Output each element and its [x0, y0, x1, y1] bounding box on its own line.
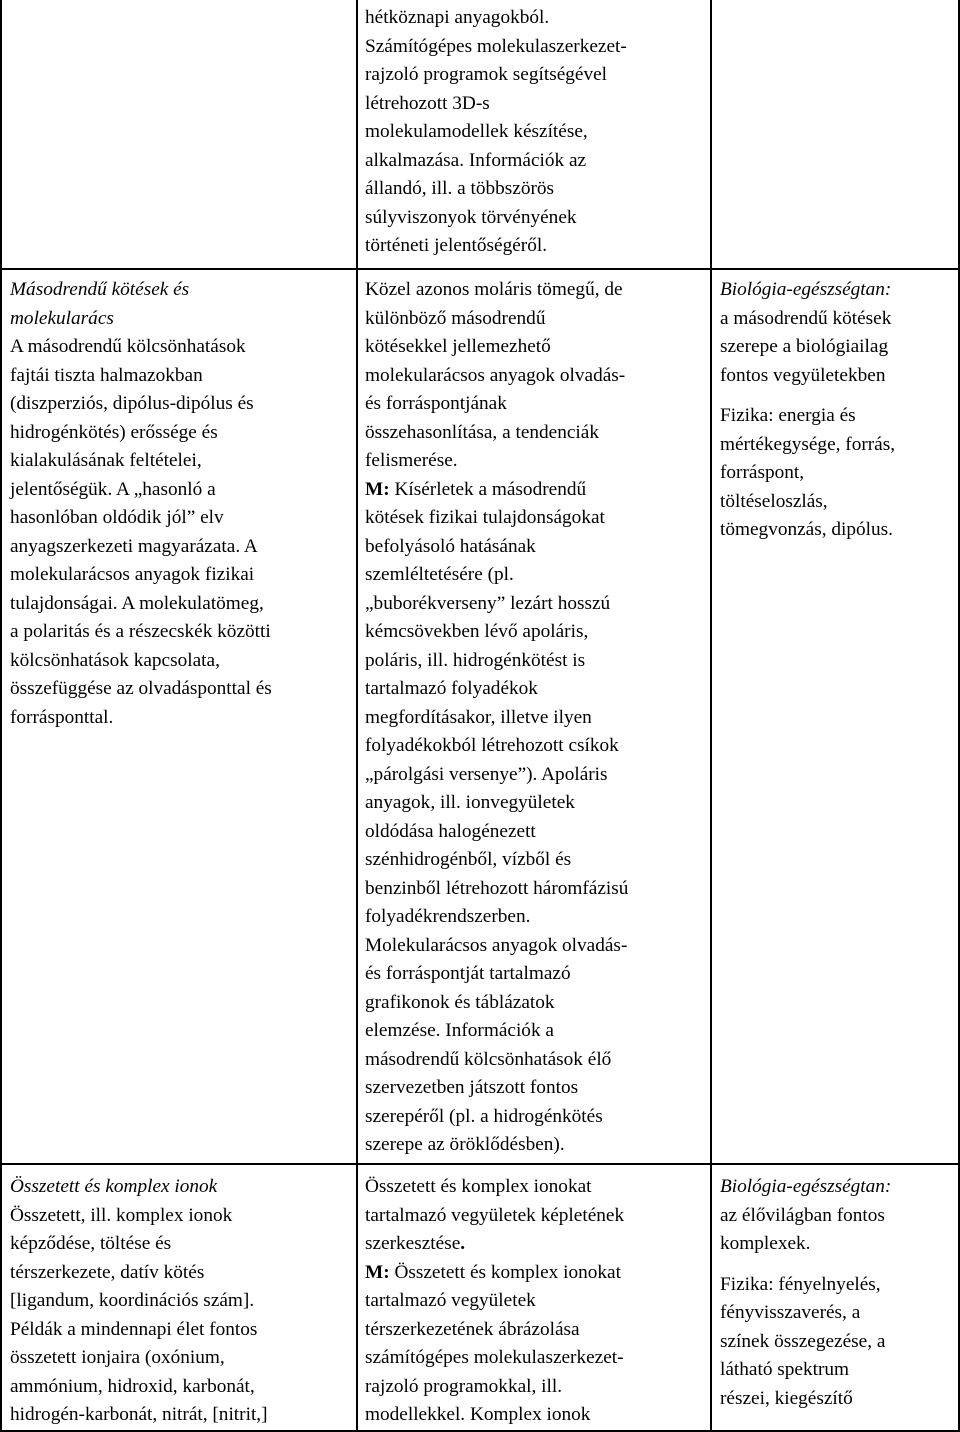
text-line: [ligandum, koordinációs szám]. [10, 1290, 255, 1311]
table-border-bottom [0, 1430, 960, 1432]
text-line: színek összegezése, a [720, 1330, 886, 1352]
text-line: forrásponttal. [10, 706, 114, 728]
text-line: Fizika: fényelnyelés, [720, 1273, 881, 1295]
text-line: kialakulásának feltételei, [10, 450, 202, 471]
text-line: Összetett és komplex ionokat [365, 1176, 592, 1197]
row-divider-1 [0, 268, 960, 270]
text-line: kötések fizikai tulajdonságokat [365, 507, 605, 528]
text-line: elemzése. Információk a [365, 1020, 554, 1041]
text-line: szerepe az öröklődésben). [365, 1134, 565, 1155]
text-line: Közel azonos moláris tömegű, de [365, 279, 623, 300]
row-divider-2 [0, 1163, 960, 1165]
text-line: tömegvonzás, dipólus. [720, 519, 893, 540]
text-line: poláris, ill. hidrogénkötést is [365, 649, 586, 671]
text-line: térszerkezetének ábrázolása [365, 1318, 580, 1340]
text-line: látható spektrum [720, 1359, 850, 1380]
text-line: Fizika: energia és [720, 405, 856, 426]
row2-col3-cell [720, 276, 956, 545]
text-line: benzinből létrehozott háromfázisú [365, 877, 629, 899]
text-line: alkalmazása. Információk az [365, 149, 587, 171]
text-line: és forráspontját tartalmazó [365, 963, 571, 984]
text-line: kötésekkel jellemezhető [365, 336, 551, 357]
text-line: a polaritás és a részecskék közötti [10, 621, 271, 642]
text-line: szerepéről (pl. a hidrogénkötés [365, 1105, 603, 1127]
text-line: kémcsövekben lévő apoláris, [365, 621, 589, 642]
text-line: hidrogén-karbonát, nitrát, [nitrit,] [10, 1404, 268, 1425]
topic-title: Összetett és komplex ionok [10, 1176, 218, 1197]
text-line: hidrogénkötés) erőssége és [10, 421, 218, 443]
text-line: fényvisszaverés, a [720, 1302, 861, 1323]
text-line: térszerkezete, datív kötés [10, 1261, 205, 1283]
table-border-right [958, 0, 960, 1432]
text-fragment: szerkesztése [365, 1233, 461, 1254]
experiment-label: M: [365, 1261, 390, 1283]
table-border-left [0, 0, 2, 1432]
experiment-text: Kísérletek a másodrendű [389, 478, 587, 500]
text-line: rajzoló programokkal, ill. [365, 1375, 563, 1397]
text-line: állandó, ill. a többszörös [365, 178, 555, 199]
text-line: modellekkel. Komplex ionok [365, 1404, 591, 1425]
text-line [365, 1230, 705, 1259]
row3-col2-cell [365, 1173, 705, 1430]
text-line: létrehozott 3D-s [365, 92, 490, 114]
biology-label: Biológia-egészségtan: [720, 279, 892, 300]
experiment-line [365, 1259, 705, 1288]
text-line: és forráspontjának [365, 393, 507, 414]
text-line: másodrendű kölcsönhatások élő [365, 1048, 612, 1070]
text-line: Számítógépes molekulaszerkezet- [365, 35, 627, 57]
text-line: hétköznapi anyagokból. [365, 7, 550, 28]
text-line: tartalmazó vegyületek képletének [365, 1204, 625, 1226]
text-line: anyagok, ill. ionvegyületek [365, 792, 575, 813]
text-line: az élővilágban fontos [720, 1204, 885, 1226]
text-line: molekularácsos anyagok fizikai [10, 564, 255, 585]
text-fragment: . [460, 1233, 466, 1254]
topic-title: molekularács [10, 307, 114, 329]
text-line: hasonlóban oldódik jól” elv [10, 507, 224, 528]
text-line: összehasonlítása, a tendenciák [365, 421, 599, 443]
row3-col1-cell [10, 1173, 352, 1430]
row3-col3-cell [720, 1173, 956, 1413]
text-line: Példák a mindennapi élet fontos [10, 1318, 258, 1340]
text-line: (diszperziós, dipólus-dipólus és [10, 393, 254, 414]
text-line: képződése, töltése és [10, 1233, 172, 1254]
text-line: különböző másodrendű [365, 307, 546, 329]
text-line: tartalmazó vegyületek [365, 1290, 536, 1311]
text-line: számítógépes molekulaszerkezet- [365, 1347, 624, 1368]
topic-title: Másodrendű kötések és [10, 279, 190, 300]
text-line: szemléltetésére (pl. [365, 564, 514, 585]
spacer [720, 1259, 956, 1271]
column-divider-2 [710, 0, 712, 1432]
text-line: molekulamodellek készítése, [365, 121, 588, 142]
text-line: molekularácsos anyagok olvadás- [365, 364, 626, 386]
text-line: fontos vegyületekben [720, 364, 886, 386]
text-line: kölcsönhatások kapcsolata, [10, 649, 220, 671]
spacer [720, 390, 956, 402]
text-line: „buborékverseny” lezárt hosszú [365, 592, 611, 614]
experiment-text: Összetett és komplex ionokat [389, 1261, 621, 1283]
text-line: összetett ionjaira (oxónium, [10, 1347, 225, 1368]
text-line: történeti jelentőségéről. [365, 235, 548, 256]
text-line: grafikonok és táblázatok [365, 991, 555, 1013]
text-line: folyadékokból létrehozott csíkok [365, 735, 619, 756]
text-line: ammónium, hidroxid, karbonát, [10, 1375, 255, 1397]
text-line: szénhidrogénből, vízből és [365, 849, 572, 870]
text-line: szervezetben játszott fontos [365, 1077, 579, 1098]
text-line: anyagszerkezeti magyarázata. A [10, 535, 258, 557]
text-line: súlyviszonyok törvényének [365, 206, 577, 228]
text-line: komplexek. [720, 1233, 811, 1254]
text-line: mértékegysége, forrás, [720, 433, 896, 455]
text-line: tartalmazó folyadékok [365, 678, 538, 699]
row2-col2-cell [365, 276, 705, 1160]
text-line: megfordításakor, illetve ilyen [365, 706, 592, 728]
row1-col2-cell [365, 4, 705, 261]
text-line: A másodrendű kölcsönhatások [10, 336, 246, 357]
text-line: Molekularácsos anyagok olvadás- [365, 934, 628, 956]
experiment-line [365, 476, 705, 505]
text-line: felismerése. [365, 450, 458, 471]
text-line: rajzoló programok segítségével [365, 64, 608, 85]
text-line: jelentőségük. A „hasonló a [10, 478, 216, 500]
row2-col1-cell [10, 276, 352, 732]
text-line: részei, kiegészítő [720, 1387, 853, 1409]
column-divider-1 [356, 0, 358, 1432]
text-line: szerepe a biológiailag [720, 336, 889, 357]
biology-label: Biológia-egészségtan: [720, 1176, 892, 1197]
text-line: forráspont, [720, 462, 805, 483]
text-line: tulajdonságai. A molekulatömeg, [10, 592, 264, 614]
text-line: befolyásoló hatásának [365, 535, 536, 557]
text-line: „párolgási versenye”). Apoláris [365, 763, 608, 785]
text-line: a másodrendű kötések [720, 307, 892, 329]
text-line: összefüggése az olvadásponttal és [10, 678, 272, 699]
text-line: Összetett, ill. komplex ionok [10, 1204, 233, 1226]
text-line: töltéseloszlás, [720, 490, 828, 512]
experiment-label: M: [365, 478, 390, 500]
text-line: fajtái tiszta halmazokban [10, 364, 203, 386]
text-line: oldódása halogénezett [365, 820, 536, 842]
text-line: folyadékrendszerben. [365, 906, 531, 927]
